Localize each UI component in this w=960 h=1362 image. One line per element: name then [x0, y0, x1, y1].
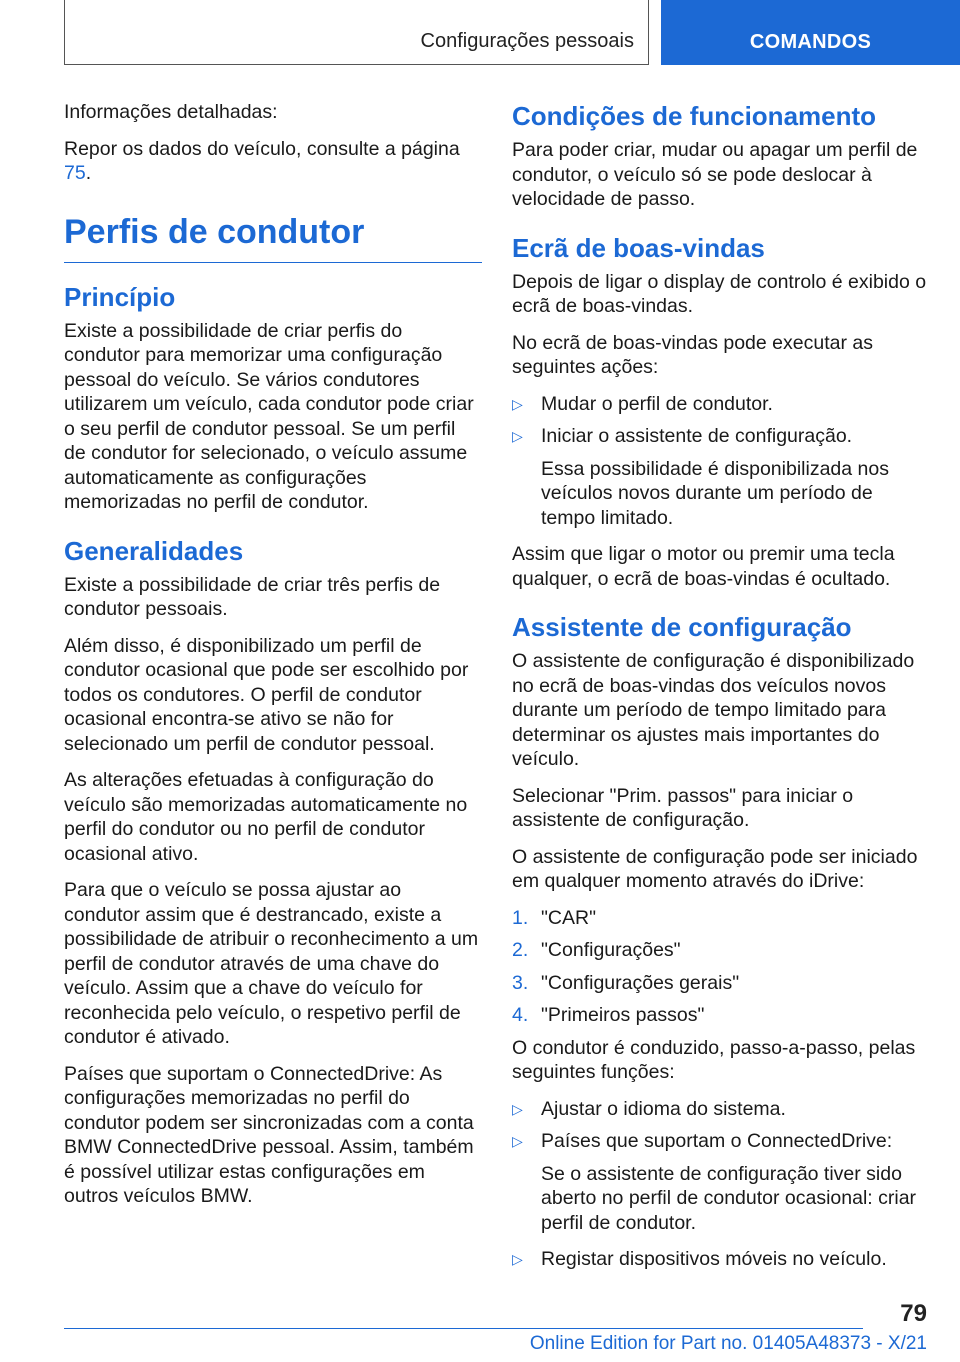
chapter-title: COMANDOS [749, 31, 872, 53]
assistente-p1: O assistente de configuração é disponibilizado no ecrã de boas-vindas dos veículos novos durante um período de tempo limitado para determinar os ajustes mais importantes do veículo. [512, 650, 915, 770]
generalidades-p3: As alterações efetuadas à configuração do veículo são memorizadas automaticamente no perfil do condutor ou no perfil de condutor ocasional ativo. [64, 769, 468, 865]
generalidades-p2: Além disso, é disponibilizado um perfil de condutor ocasional que pode ser escolhido por todos os condutores. O perfil de condutor ocasional encontra-se ativo se não for selecionado um perfil de condutor pessoal. [64, 634, 469, 755]
ecra-p3: Assim que ligar o motor ou premir uma tecla qualquer, o ecrã de boas-vindas é ocultado. [512, 543, 895, 590]
heading-assistente: Assistente de configuração [512, 612, 852, 642]
list-item-text: Registar dispositivos móveis no veículo. [541, 1248, 887, 1270]
chapter-tab [661, 0, 960, 65]
list-item-text: Iniciar o assistente de configuração. [541, 425, 853, 447]
intro-label: Informações detalhadas: [64, 101, 278, 123]
triangle-bullet-icon: ▷ [512, 428, 523, 444]
triangle-bullet-icon: ▷ [512, 1251, 523, 1267]
page-header [64, 0, 960, 65]
section-title: Configurações pessoais [420, 30, 634, 52]
intro-text: Repor os dados do veículo, consulte a página [64, 137, 460, 160]
step-number: 4. [512, 1004, 529, 1026]
intro-paragraph [64, 137, 482, 186]
right-column [512, 100, 932, 1280]
main-heading: Perfis de condutor [64, 212, 482, 263]
ecra-actions-list [512, 392, 932, 449]
footer-divider [64, 1328, 863, 1329]
list-item [512, 971, 932, 996]
list-item [512, 1247, 932, 1272]
list-item [512, 392, 932, 417]
list-item-text: Mudar o perfil de condutor. [541, 392, 773, 415]
step-number: 3. [512, 971, 529, 994]
heading-generalidades: Generalidades [64, 535, 244, 566]
step-text: "Configurações" [541, 939, 681, 961]
heading-ecra: Ecrã de boas-vindas [512, 232, 765, 263]
functions-sub-text: Se o assistente de configuração tiver sido aberto no perfil de condutor ocasional: criar perfil de condutor. [541, 1162, 917, 1234]
section-tab [64, 0, 649, 65]
step-text: "Primeiros passos" [541, 1004, 705, 1026]
triangle-bullet-icon: ▷ [512, 1100, 523, 1117]
assistente-p4: O condutor é conduzido, passo-a-passo, pelas seguintes funções: [512, 1036, 916, 1083]
triangle-bullet-icon: ▷ [512, 1133, 523, 1149]
condicoes-text: Para poder criar, mudar ou apagar um perfil de condutor, o veículo só se pode deslocar à velocidade de passo. [512, 139, 918, 210]
list-item [512, 1003, 932, 1028]
generalidades-p4: Para que o veículo se possa ajustar ao condutor assim que é destrancado, existe a possibilidade de atribuir o reconhecimento a um perfil de condutor através de uma chave do veículo. Assim que a chave do veículo for reconhecida pelo veículo, o respetivo perfil de condutor é ativado. [64, 879, 479, 1048]
generalidades-p5: Países que suportam o ConnectedDrive: As configurações memorizadas no perfil do condutor podem ser sincronizadas com a conta BMW ConnectedDrive pessoal. Assim, também é possível utilizar estas configurações em outros veículos BMW. [64, 1062, 474, 1207]
list-item [512, 1097, 932, 1122]
principio-text: Existe a possibilidade de criar perfis do condutor para memorizar uma configuração pessoal do veículo. Se vários condutores utilizarem um veículo, cada condutor pode criar o seu perfil de condutor pessoal. Se um perfil de condutor for selecionado, o veículo assume automaticamente as configurações memorizadas no perfil de condutor. [64, 319, 474, 513]
list-item [512, 424, 932, 449]
ecra-sub-text: Essa possibilidade é disponibilizada nos veículos novos durante um período de tempo limitado. [541, 457, 889, 529]
list-item [512, 1129, 932, 1154]
heading-condicoes: Condições de funcionamento [512, 101, 877, 131]
assistente-steps-list [512, 906, 932, 1028]
assistente-functions-list [512, 1097, 932, 1154]
assistente-p3: O assistente de configuração pode ser iniciado em qualquer momento através do iDrive: [512, 845, 918, 892]
footer-edition: Online Edition for Part no. 01405A48373 - X/21 [529, 1333, 927, 1354]
list-item-text: Ajustar o idioma do sistema. [541, 1097, 786, 1120]
triangle-bullet-icon: ▷ [512, 395, 523, 412]
ecra-p1: Depois de ligar o display de controlo é exibido o ecrã de boas-vindas. [512, 270, 927, 317]
list-item [512, 906, 932, 931]
ecra-p2: No ecrã de boas-vindas pode executar as seguintes ações: [512, 331, 873, 378]
step-number: 1. [512, 906, 529, 929]
assistente-functions-list-cont [512, 1247, 932, 1272]
intro-end: . [85, 162, 92, 184]
assistente-p2: Selecionar "Prim. passos" para iniciar o assistente de configuração. [512, 784, 854, 831]
step-text: "CAR" [541, 906, 597, 929]
step-text: "Configurações gerais" [541, 971, 740, 994]
list-item [512, 938, 932, 963]
generalidades-p1: Existe a possibilidade de criar três perfis de condutor pessoais. [64, 573, 441, 620]
page-link[interactable]: 75 [64, 162, 86, 184]
left-column [64, 100, 482, 1221]
step-number: 2. [512, 939, 529, 961]
list-item-text: Países que suportam o ConnectedDrive: [541, 1130, 893, 1152]
page-number: 79 [900, 1300, 927, 1327]
heading-principio: Princípio [64, 281, 176, 312]
